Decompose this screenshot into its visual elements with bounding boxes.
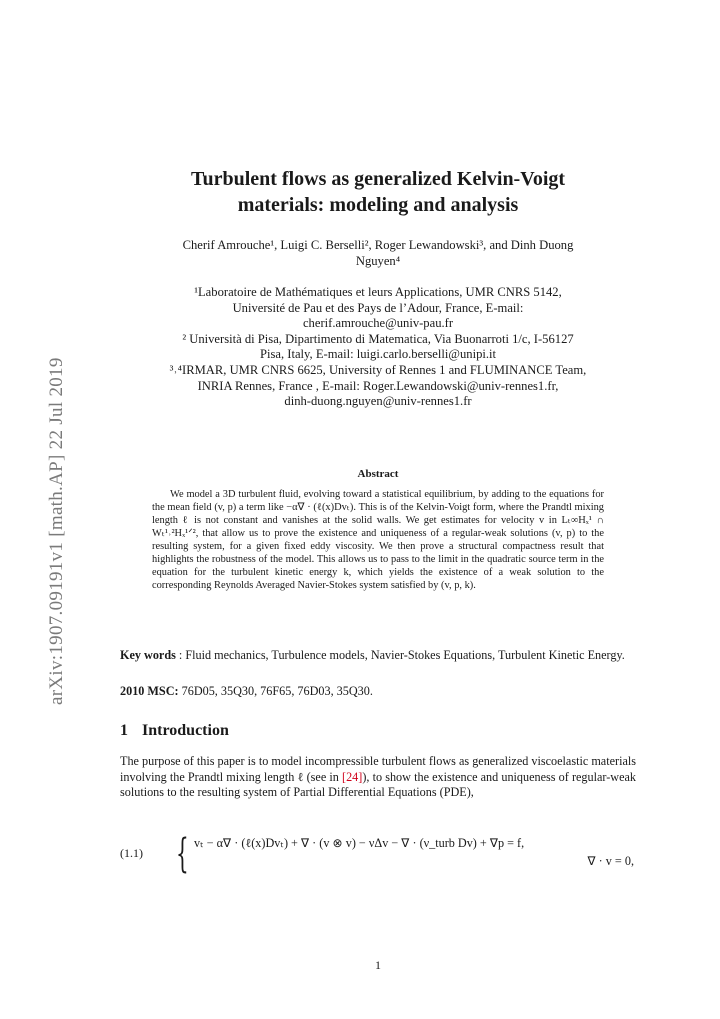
affiliation-line: Pisa, Italy, E-mail: luigi.carlo.berselli@unipi.it xyxy=(259,347,497,362)
affiliation-line: ³˒⁴IRMAR, UMR CNRS 6625, University of Rennes 1 and FLUMINANCE Team, xyxy=(169,362,587,377)
arxiv-identifier: arXiv:1907.09191v1 [math.AP] 22 Jul 2019 xyxy=(46,357,67,705)
affiliation-line: ¹Laboratoire de Mathématiques et leurs Applications, UMR CNRS 5142, xyxy=(194,285,562,299)
affiliation-line: Université de Pau et des Pays de l’Adour, France, E-mail: xyxy=(232,300,524,315)
title-line-1: Turbulent flows as generalized Kelvin-Voigt xyxy=(190,168,566,190)
authors-line-1: Cherif Amrouche¹, Luigi C. Berselli², Roger Lewandowski³, and Dinh Duong xyxy=(182,238,574,252)
equation-label: (1.1) xyxy=(120,846,143,860)
msc-text: 76D05, 35Q30, 76F65, 76D03, 35Q30. xyxy=(178,684,373,698)
affiliation-line: ² Università di Pisa, Dipartimento di Matematica, Via Buonarroti 1/c, I-56127 xyxy=(182,331,574,346)
affiliation-line: INRIA Rennes, France , E-mail: Roger.Lewandowski@univ-rennes1.fr, xyxy=(197,378,559,393)
keywords-text: : Fluid mechanics, Turbulence models, Navier-Stokes Equations, Turbulent Kinetic Energy. xyxy=(175,648,625,662)
msc-label: 2010 MSC: xyxy=(120,684,179,698)
section-title: Introduction xyxy=(142,722,229,739)
intro-paragraph xyxy=(120,754,636,801)
brace-icon: { xyxy=(176,831,189,877)
title-line-2: materials: modeling and analysis xyxy=(237,194,519,216)
page-number: 1 xyxy=(375,958,381,972)
arxiv-sidebar xyxy=(24,285,67,705)
keywords xyxy=(120,648,636,664)
equation-line-1: vₜ − α∇ · (ℓ(x)Dvₜ) + ∇ · (v ⊗ v) − νΔv − ∇ · (ν_turb Dv) + ∇p = f, xyxy=(194,836,525,850)
intro-text-2: ), to show the existence and uniqueness of regular-weak solutions to the resulting system of Partial Differential Equations (PDE), xyxy=(120,769,637,799)
equation-line-2: ∇ · v = 0, xyxy=(587,854,634,868)
author-list xyxy=(120,237,636,269)
section-number: 1 xyxy=(120,722,128,739)
abstract-body: We model a 3D turbulent fluid, evolving toward a statistical equilibrium, by adding to the equations for the mean field (v, p) a term like −α∇ · (ℓ(x)Dvₜ). This is of the Kelvin-Voigt form, where the Prandtl mixing length ℓ is not constant and vanishes at the solid walls. We get estimates for velocity v in Lₜ∞Hₓ¹ ∩ Wₜ¹˒²Hₓ¹ᐟ², that allow us to prove the existence and uniqueness of a regular-weak solutions (v, p) to the resulting system, for a given fixed eddy viscosity. We then prove a structural compactness result that highlights the robustness of the model. This allows us to pass to the limit in the quadratic source term in the equation for the turbulent kinetic energy k, which yields the existence of a weak solution to the corresponding Reynolds Averaged Navier-Stokes system satisfied by (v, p, k). xyxy=(152,489,604,591)
paper-title xyxy=(120,166,636,218)
msc-codes xyxy=(120,684,636,699)
authors-line-2: Nguyen⁴ xyxy=(355,254,401,268)
affiliations xyxy=(110,285,646,410)
abstract-heading: Abstract xyxy=(357,468,399,480)
section-heading xyxy=(120,722,229,740)
intro-text-1: The purpose of this paper is to model incompressible turbulent flows as generalized viscoelastic materials involving the Prandtl mixing length ℓ (see in xyxy=(120,754,636,784)
keywords-label: Key words xyxy=(120,648,176,662)
affiliation-line: dinh-duong.nguyen@univ-rennes1.fr xyxy=(284,394,472,409)
citation-link[interactable]: [24] xyxy=(342,769,363,784)
equation-system xyxy=(176,832,636,876)
affiliation-line: cherif.amrouche@univ-pau.fr xyxy=(302,316,454,331)
